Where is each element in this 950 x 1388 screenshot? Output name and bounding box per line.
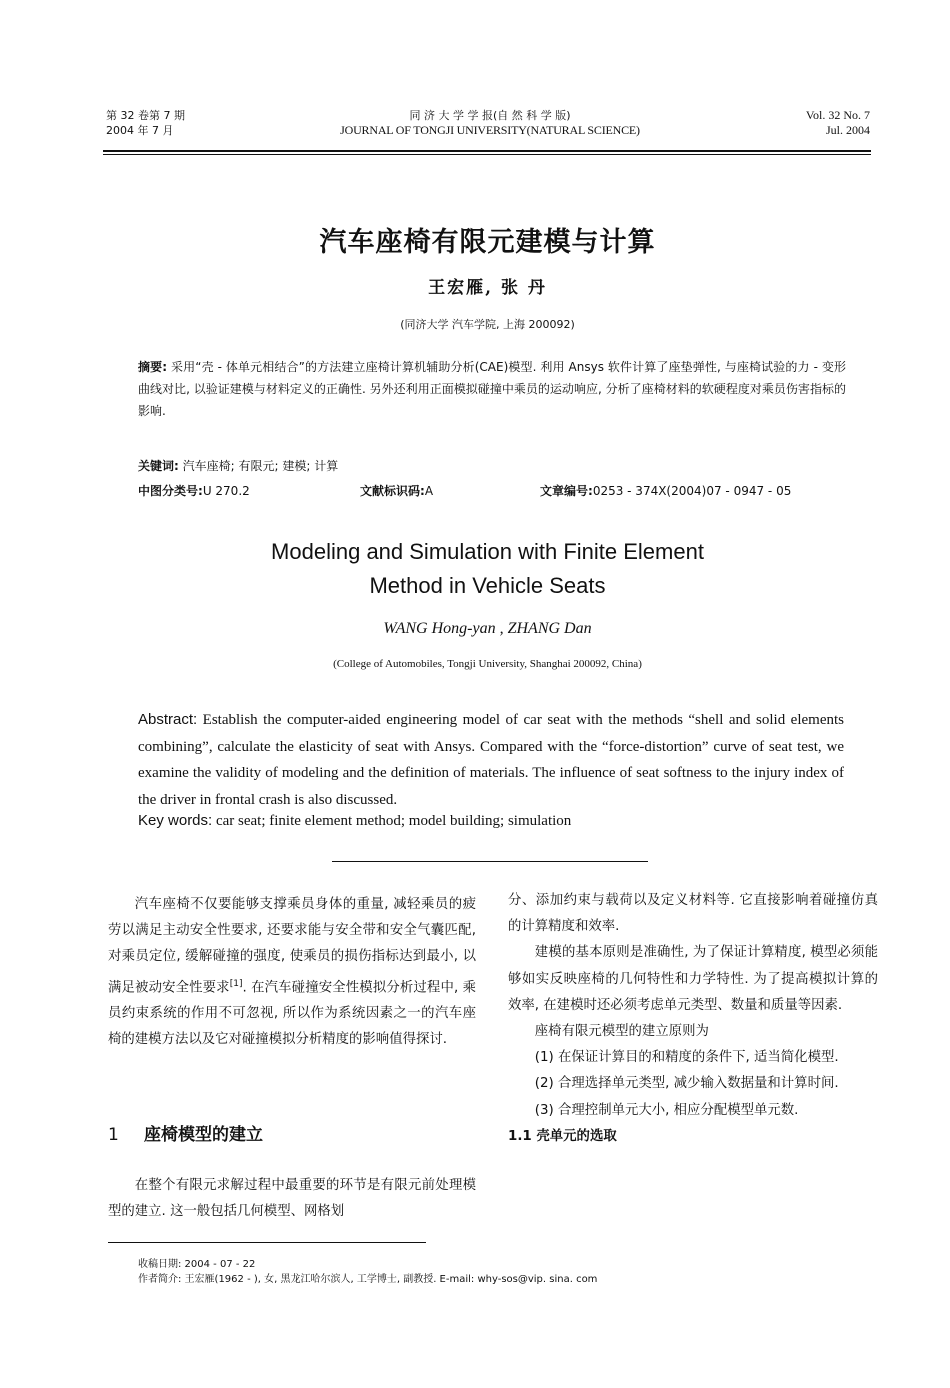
clc-value: U 270.2 (202, 484, 250, 498)
abstract-label-cn: 摘要: (138, 360, 168, 374)
abstract-separator (332, 861, 648, 862)
clc-label: 中图分类号: (138, 484, 203, 498)
principle-1: (1) 在保证计算目的和精度的条件下, 适当简化模型. (534, 1050, 839, 1066)
title-en-line1: Modeling and Simulation with Finite Element (271, 539, 704, 564)
article-no-value: 0253 - 374X(2004)07 - 0947 - 05 (592, 484, 792, 498)
journal-name (300, 108, 680, 138)
keywords-text-cn: 汽车座椅; 有限元; 建模; 计算 (178, 459, 339, 473)
received-date: 收稿日期: 2004 - 07 - 22 (138, 1259, 256, 1270)
intro-text-b: . 在汽车碰撞安全性模拟分析过程中, 乘员约束系统的作用不可忽视, 所以作为系统因素之一的汽车座椅的建模方法以及它对碰撞模拟分析精度的影响值得探讨. (108, 980, 477, 1048)
intro-paragraph (108, 892, 476, 1054)
abstract-label-en: Abstract: (138, 711, 198, 728)
right-paragraph-2: 建模的基本原则是准确性, 为了保证计算精度, 模型必须能够如实反映座椅的几何特性和力学特性. 为了提高模拟计算的效率, 在建模时还必须考虑单元类型、数量和质量等因素. (508, 945, 878, 1013)
keywords-cn (138, 455, 338, 477)
abstract-text-cn: 采用“壳 - 体单元相结合”的方法建立座椅计算机辅助分析(CAE)模型. 利用 Ansys 软件计算了座垫弹性, 与座椅试验的力 - 变形曲线对比, 以验证建模与材料定义的正确性. 另外还利用正面模拟碰撞中乘员的运动响应, 分析了座椅材料的软硬程度对乘员伤害指标的影响. (138, 360, 846, 418)
journal-name-en: JOURNAL OF TONGJI UNIVERSITY(NATURAL SCIENCE) (340, 123, 640, 137)
title-en-line2: Method in Vehicle Seats (369, 573, 606, 598)
doc-code-value: A (424, 484, 434, 498)
volume-issue: 第 32 卷第 7 期 (106, 109, 185, 122)
body-left-column (108, 892, 476, 1054)
article-number (540, 480, 792, 502)
paper-title-en (0, 535, 950, 603)
author-bio: 作者简介: 王宏雁(1962 - ), 女, 黑龙江哈尔滨人, 工学博士, 副教授. E-mail: why-sos@vip. sina. com (138, 1274, 598, 1285)
right-paragraph-3: 座椅有限元模型的建立原则为 (534, 1024, 709, 1040)
clc-number (138, 480, 250, 502)
doc-code (360, 480, 434, 502)
issue-date: 2004 年 7 月 (106, 124, 174, 137)
article-no-label: 文章编号: (540, 484, 593, 498)
footnote-rule (108, 1242, 426, 1243)
volume-en: Vol. 32 No. 7 (805, 108, 870, 122)
keywords-label-cn: 关键词: (138, 459, 179, 473)
header-rule-thin (103, 154, 871, 155)
keywords-text-en: car seat; finite element method; model building; simulation (212, 813, 572, 829)
journal-volume-cn (106, 108, 185, 138)
principle-3: (3) 合理控制单元大小, 相应分配模型单元数. (534, 1102, 799, 1118)
principle-2: (2) 合理选择单元类型, 减少输入数据量和计算时间. (534, 1076, 839, 1092)
subsection-heading-1-1: 1.1 壳单元的选取 (508, 1128, 617, 1144)
body-right-column (508, 888, 878, 1150)
section-number: 1 (108, 1125, 119, 1145)
authors-en: WANG Hong-yan , ZHANG Dan (383, 620, 592, 637)
intro-text-a: 汽车座椅不仅要能够支撑乘员身体的重量, 减轻乘员的疲劳以满足主动安全性要求, 还要求能与安全带和安全气囊匹配, 对乘员定位, 缓解碰撞的强度, 使乘员的损伤指标达到最小, 以满足被动安全性要求 (108, 897, 476, 996)
authors-cn: 王宏雁, 张 丹 (428, 278, 547, 298)
keywords-label-en: Key words: (138, 812, 213, 829)
date-en: Jul. 2004 (825, 123, 870, 137)
abstract-cn (138, 356, 846, 422)
affiliation-cn: (同济大学 汽车学院, 上海 200092) (400, 318, 575, 331)
keywords-en (138, 812, 571, 830)
body-left-column-cont (108, 1173, 476, 1225)
header-rule-thick (103, 150, 871, 152)
abstract-text-en: Establish the computer-aided engineering model of car seat with the methods “shell and solid elements combining”, calculate the elasticity of seat with Ansys. Compared with the “force-distortion” curve of seat test, we examine the validity of modeling and the definition of materials. The influence of seat softness to the injury index of the driver in frontal crash is also discussed. (138, 712, 844, 808)
section-heading-1 (108, 1120, 263, 1145)
section1-paragraph: 在整个有限元求解过程中最重要的环节是有限元前处理模型的建立. 这一般包括几何模型、网格划 (108, 1178, 476, 1220)
section-title: 座椅模型的建立 (144, 1125, 263, 1145)
citation-ref: [1] (229, 978, 243, 989)
doc-code-label: 文献标识码: (360, 484, 425, 498)
classification-line (138, 480, 858, 502)
journal-volume-en (806, 108, 870, 138)
right-paragraph-1: 分、添加约束与载荷以及定义材料等. 它直接影响着碰撞仿真的计算精度和效率. (508, 893, 878, 935)
paper-title-cn: 汽车座椅有限元建模与计算 (319, 227, 656, 258)
affiliation-en: (College of Automobiles, Tongji University, Shanghai 200092, China) (333, 658, 642, 670)
abstract-en (138, 707, 844, 813)
journal-name-cn: 同 济 大 学 学 报(自 然 科 学 版) (409, 109, 571, 122)
